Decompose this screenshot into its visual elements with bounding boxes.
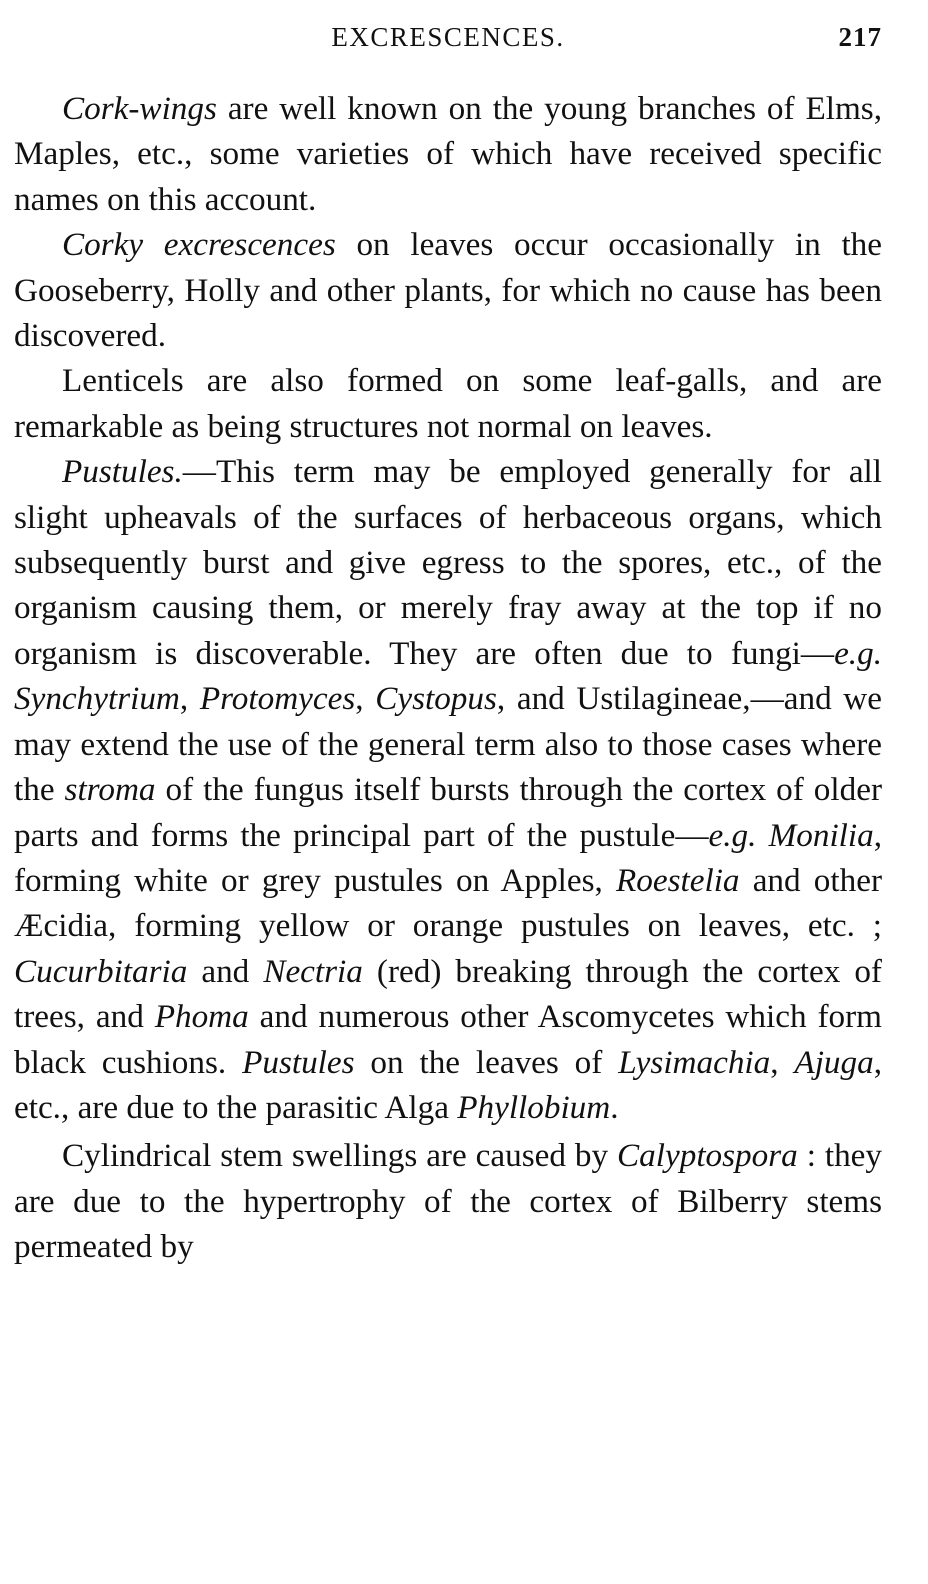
genus-protomyces: Protomyces	[199, 680, 356, 718]
paragraph-text: and numerous other Ascomycetes which form black cushions.	[14, 998, 882, 1081]
genus-calyptospora: Calyptospora	[617, 1137, 798, 1175]
term-pustules: Pustules.	[62, 453, 183, 491]
genus-monilia: Monilia	[768, 816, 874, 854]
paragraph-cylindrical-swellings	[14, 1133, 882, 1269]
separator: ,	[179, 680, 200, 718]
paragraph-corky-excrescences	[14, 222, 882, 358]
term-cork-wings: Cork-wings	[62, 90, 217, 127]
genus-roestelia: Roestelia	[616, 861, 740, 899]
paragraph-text: , forming white or grey pustules on Apples,	[14, 816, 883, 899]
term-corky-excrescences: Corky excrescences	[62, 226, 336, 264]
paragraph-text: and	[187, 952, 264, 990]
abbrev-eg: e.g.	[708, 816, 757, 854]
genus-phoma: Phoma	[154, 998, 249, 1036]
genus-lysimachia: Lysimachia	[618, 1043, 771, 1081]
genus-phyllobium: Phyllobium	[457, 1088, 611, 1126]
paragraph-text: are well known on the young branches of Elms, Maples, etc., some varieties of which have received specific names on this account.	[14, 90, 882, 218]
paragraph-text: on leaves occur occasionally in the Gooseberry, Holly and other plants, for which no cause has been discovered.	[14, 226, 882, 355]
paragraph-text: of the fungus itself bursts through the cortex of older parts and forms the principal part of the pustule—	[14, 771, 882, 854]
page-number: 217	[838, 22, 882, 52]
term-pustules-2: Pustules	[242, 1043, 355, 1081]
paragraph-text: Cylindrical stem swellings are caused by	[62, 1137, 618, 1175]
paragraph-text: and other Æcidia, forming yellow or orange pustules on leaves, etc. ;	[14, 861, 882, 945]
separator: ,	[770, 1043, 795, 1081]
separator: ,	[355, 680, 376, 718]
running-title: EXCRESCENCES.	[331, 22, 565, 52]
body-text	[14, 86, 882, 1270]
abbrev-eg: e.g.	[834, 634, 882, 672]
genus-ajuga: Ajuga	[794, 1043, 874, 1081]
paragraph-text: .	[610, 1088, 619, 1126]
genus-synchytrium: Synchytrium	[14, 680, 180, 718]
paragraph-text: : they are due to the hypertrophy of the cortex of Bilberry stems permeated by	[14, 1137, 882, 1266]
paragraph-text: —This term may be employed generally for all slight upheavals of the surfaces of herbaceous organs, which subsequently burst and give egress to the spores, etc., of the organism causing them, or merely fray away at the top if no organism is discoverable. They are often due to fungi—	[14, 453, 882, 672]
paragraph-cork-wings	[14, 86, 882, 222]
genus-nectria: Nectria	[263, 952, 363, 990]
genus-cystopus: Cystopus	[375, 680, 497, 718]
genus-cucurbitaria: Cucurbitaria	[14, 952, 188, 990]
paragraph-lenticels	[14, 358, 882, 449]
paragraph-text: (red) breaking through the cortex of trees, and	[14, 952, 882, 1036]
paragraph-text: , and Ustilagineae,—and we may extend the use of the general term also to those cases where the	[14, 680, 883, 809]
paragraph-pustules	[14, 449, 882, 1130]
paragraph-text: on the leaves of	[354, 1043, 619, 1081]
paragraph-text: , etc., are due to the parasitic Alga	[14, 1043, 882, 1126]
term-stroma: stroma	[64, 771, 156, 809]
running-head	[14, 22, 882, 56]
paragraph-text: Lenticels are also formed on some leaf-galls, and are remarkable as being structures not normal on leaves.	[14, 362, 882, 445]
